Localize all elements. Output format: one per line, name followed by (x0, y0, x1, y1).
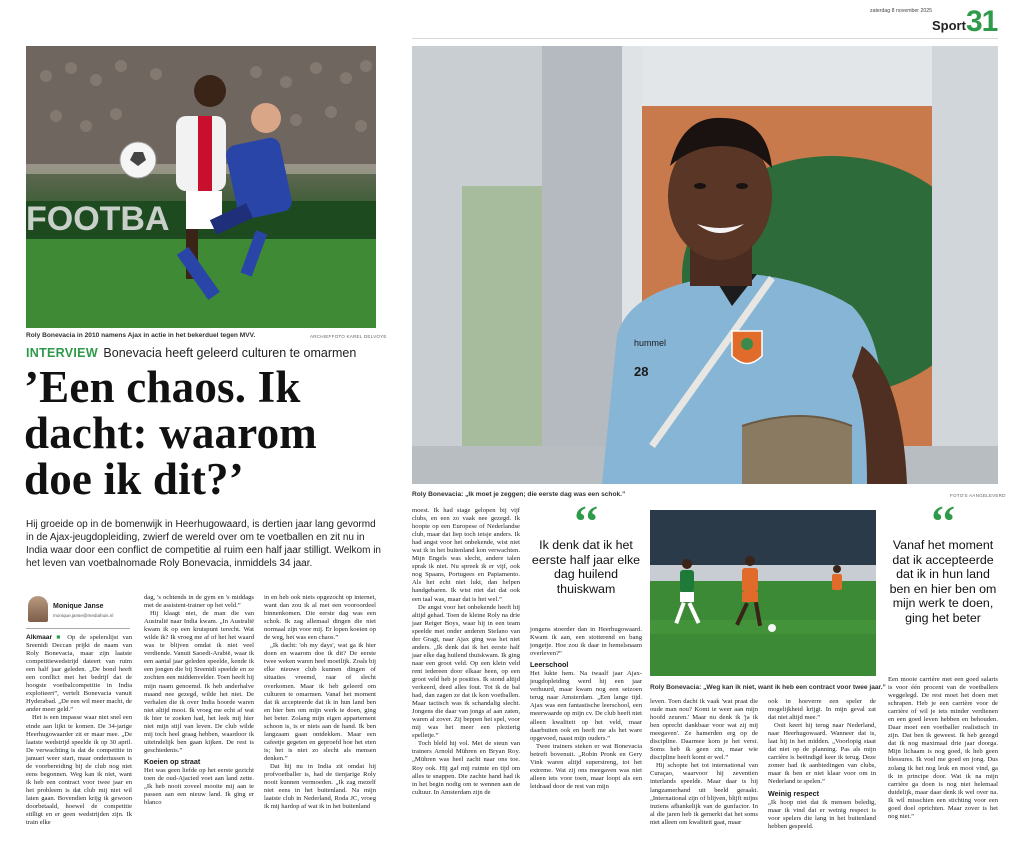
body-paragraph: Hij klaagt niet, de man die van Australië naar India kwam. „In Australië kwam ik op een kruispunt terecht. Wat wilde ik? Ik vroeg me af of het het waard was te blijven omdat ik niet veel verdiende. Vanuit Saoedi-Arabië, waar ik een aantal jaar geleden speelde, kende ik een jongen die bij Sreenidi speelde en ze zochten een middenvelder. Toen heeft hij mijn naam genoemd. Ik heb anderhalve maand nee gezegd, wilde het niet. De verhalen die ik over India hoorde waren niet altijd mooi. Ik vroeg me echt af wat ik hier te zoeken had, het leek mij hier niet mijn stijl van leven. De club wilde mij toch heel graag hebben, waardoor ik uiteindelijk ben gaan kijken. De rest is geschiedenis.” (144, 610, 254, 754)
match-photo-caption: Roly Bonevacia: „Weg kan ik niet, want ik heb een contract voor twee jaar.” (650, 684, 886, 691)
subheading-leerschool: Leerschool (530, 660, 569, 670)
archive-match-photo (26, 46, 376, 328)
body-paragraph: dag, 's ochtends in de gym en 's middags met de assistent-trainer op het veld.” (144, 594, 254, 610)
portrait-illustration (412, 46, 998, 484)
india-match-illustration (650, 510, 876, 676)
body-paragraph: Ooit keert hij terug naar Nederland, naar Heerhugowaard. Wanneer dat is, laat hij in het midden. „Voorlopig staat dat niet op de planning. Pas als mijn carrière is beëindigd keer ik terug. Deze zomer had ik aanbiedingen van clubs, maar ik ben er niet klaar voor om in Nederland te spelen.” (768, 722, 876, 786)
body-paragraph: jongens stoerder dan in Heerhugowaard. Kwam ik aan, een stotterend en bang jongetje. Hoe zou ik daar in hemelsnaam overleven?” (530, 626, 642, 658)
archive-match-illustration (26, 46, 376, 328)
body-paragraph: Op de spelerslijst van Sreenidi Deccan prijkt de naam van Roly Bonevacia, maar zijn laatste competitiewedstrijd dateert van ruim een half jaar geleden. „De bond heeft een conflict met het bedrijf dat de hoogste voetbalcompetitie in India exploiteert”, vertelt Bonevacia vanuit Hyderabad. „De een wil meer macht, de ander meer geld.” (26, 634, 133, 714)
archive-photo-credit: ARCHIEFFOTO KAREL DELVOYE (310, 334, 387, 339)
archive-photo-caption: Roly Bonevacia in 2010 namens Ajax in actie in het bekerduel tegen MVV. (26, 332, 256, 339)
body-paragraph: Het was geen liefde op het eerste gezicht toen de oud-Ajacied voet aan land zette. „Ik heb nooit zoveel mooite mij aan te passen aan een nieuw land. Ik ging er blanco (144, 766, 254, 807)
body-paragraph: Toch bleld hij vol. Met de steun van trainers Arnold Mühren en Bryan Roy. „Mühren was heel zacht naar ons toe. Roy ook. Hij gaf mij ruimte en tijd om alles te snappen. Die zachte hand had ik in het begin nodig om te wennen aan de cultuur. In Amsterdam zijn de (412, 740, 520, 796)
shirt-brand: hummel (634, 338, 667, 348)
body-paragraph: ook in hoeverre een speler de mogelijkheid krijgt. In mijn geval zat dat niet altijd mee.” (768, 698, 876, 722)
body-paragraph: Een mooie carrière met een goed salaris is voor één procent van de voetballers weggelegd. De rest moet het doen met schrapen. Heb je een carrière voor de carrière of wil je iets minder verdienen en een goed leven hebben en behouden. Daar moet een voetballer realistisch in zijn. Dat ben ik geweest. Ik heb gezegd dat ik nog maximaal drie jaar doorga. Mijn lichaam is nog goed, ik heb geen blessures. Ik voel me goed en jong. Dus zolang ik het nog leuk en mooi vind, ga ik in principe door. Wat ik na mijn carrière ga doen is nog niet helemaal duidelijk, maar daar denk ik wel over na. Ik wil misschien een stichting voor een goed doel oprichten. Maar zover is het nog niet.” (888, 676, 998, 820)
section-name: Sport (932, 18, 966, 33)
kicker-label: INTERVIEW (26, 346, 98, 360)
intro-text: Hij groeide op in de bomenwijk in Heerhugowaard, is dertien jaar lang gevormd in de Ajax-jeugdopleiding, zwierf de wereld over om te voetballen en zit nu in India waar door een conflict de competitie al ruim een half jaar stilligt. Welkom in het leven van voetbalnomade Roly Bonevacia, inmiddels 34 jaar. (26, 519, 381, 569)
body-paragraph: moest. Ik had stage gelopen bij vijf clubs, en een zo vaak nee gezegd. Ik hoopte op een Europese of Nederlandse club, maar dat liep toch ietsje anders. Ik had angst voor het onbekende, wist niet wat ik in het buitenland kon verwachten. Mijn Engels was slecht, andere talen sprak ik niet. Nu spreek ik er vijf, ook nog Spaans, Portugees en Papiamento. Als het echt niet lukt, dan helpen handgebaren. Ik wist niet dat dat ook een taal was, maar dat is het wel.” (412, 507, 520, 603)
body-column-3 (264, 594, 376, 811)
portrait-credit: FOTO'S AANGELEVERD (950, 493, 1006, 498)
body-column-6 (650, 698, 758, 827)
quote-mark-icon: ‘‘ (572, 497, 600, 546)
body-column-2 (144, 594, 254, 807)
body-paragraph: Dat hij nu in India zit omdat hij profvoetballer is, had de tienjarige Roly nooit kunnen vermoeden. „Ik zag mezelf niet eens in het buitenland. Na mijn laatste club in Nederland, Roda JC, vroeg ik mij hardop af wat ik in het buitenland (264, 762, 376, 811)
author-avatar (28, 596, 48, 622)
quote-mark-icon: ‘‘ (929, 497, 957, 546)
headline: ’Een chaos. Ik dacht: waarom doe ik dit?’ (24, 362, 317, 504)
board-lettering: FOOTBA (26, 200, 170, 238)
shirt-number: 28 (634, 364, 649, 379)
body-paragraph: Twee trainers steken er wat Bonevacia betreft bovenuit. „Robin Pronk en Gery Vink waren altijd superstreng, tot het extreme. Wat zij ons meegaven was niet alleen iets voor toen, maar loopt als een leidraad door de rest van mijn (530, 742, 642, 790)
author-email: monique.janse@mediahuis.nl (53, 613, 114, 618)
dateline: Alkmaar (26, 634, 53, 641)
body-column-7 (768, 698, 876, 831)
author-name: Monique Janse (53, 603, 104, 610)
pullquote-1-text: Ik denk dat ik het eerste half jaar elke dag huilend thuiskwam (531, 538, 641, 596)
kicker-text: Bonevacia heeft geleerd culturen te omarmen (103, 346, 357, 360)
body-column-8 (888, 676, 998, 821)
kicker-line (26, 346, 386, 360)
portrait-caption: Roly Bonevacia: „Ik moet je zeggen; die eerste dag was een schok.” (412, 491, 626, 498)
page-number: 31 (966, 5, 998, 38)
header-rule (412, 38, 998, 39)
body-paragraph: „Ik dacht: 'oh my days', wat ga ik hier doen en waarom doe ik dit? De eerste twee weken waren heel moeilijk. Zoals bij elke nieuwe club kunnen dingen of situaties vreemd, raar of slecht overkomen. Maar ik heb geleerd om culturen te omarmen. Vanaf het moment dat ik accepteerde dat ik in hun land ben en hier ben om mijn werk te doen, ging het beter. Zolang mijn eigen appartement schoon is, is er niets aan de hand. Ik ben langzaam gaan ontdekken. Maar een cafeetje gegeten en geproefd hoe het eten is; het is niet zo slecht als mensen denken.” (264, 642, 376, 762)
body-paragraph: leven. Toen dacht ik vaak 'wat praat die oude man nou? Komt ie weer aan mijn hoofd zeuren.' Maar nu denk ik 'ja ik ben oprecht dankbaar voor wat zij mij meegaven'. Ze hamerden erg op de discipline. Daarmee kom je het verst. Soms heb ik geen zin, maar wie discipline heeft komt er wel.” (650, 698, 758, 762)
subheading-koeien: Koeien op straat (144, 756, 201, 766)
issue-date: zaterdag 8 november 2025 (870, 8, 933, 14)
author-byline (26, 594, 130, 629)
body-paragraph: „Ik hoop niet dat ik mensen beledig, maar ik vind dat er weinig respect is voor spelers die lang in het buitenland hebben gespeeld. (768, 798, 876, 830)
portrait-photo (412, 46, 998, 484)
body-column-4 (412, 507, 520, 797)
pullquote-2 (888, 497, 998, 626)
subheading-weinig-respect: Weinig respect (768, 788, 819, 798)
body-column-1 (26, 634, 132, 827)
body-paragraph: in en heb ook niets opgezocht op internet, want dan zou ik al met een vooroordeel binnenkomen. Die eerste dag was een schok. Ik zag allemaal dingen die niet normaal zijn voor mij. Er lopen koeien op de weg, het was een chaos.” (264, 594, 376, 642)
dateline-marker: ■ (56, 634, 63, 641)
body-paragraph: Het is een impasse waar niet snel een einde aan lijkt te komen. De 34-jarige Heerhugowaarder zit er maar mee. „De laatste wedstrijd speelde ik op 30 april. De verwachting is dat de competitie in januari weer start, maar ondertussen is de voorbereiding bij de club nog niet eens begonnen. Weg kan ik niet, want ik heb een contract voor twee jaar en het probleem is dat club mij niet wil laten gaan. Bovendien krijg ik gewoon doorbetaald, hoewel de competitie stilligt en er geen wedstrijden zijn. Ik train elke (26, 714, 132, 827)
page-header (870, 4, 1020, 38)
pullquote-1 (530, 497, 642, 596)
body-paragraph: De angst voor het onbekende heeft hij altijd gehad. Toen de kleine Roly na drie jaar Reiger Boys, waar hij in een team speelde met onder anderen Stefano van der Gragt, naar Ajax ging was het niet anders. „Ik denk dat ik het eerste half jaar elke dag huilend thuiskwam. Ik ging naar een groot veld. Op een klein veld rent iedereen door elkaar heen, op een groot veld heb je posities. Ik stond altijd verkeerd, deed alles fout. Tot ik de bal had, dan zagen ze dat ik kon voetballen. Maar tactisch was ik schandalig slecht. Jongens die daar van jongs af aan zaten, waren al zover. Zij beppen het spel, voor mij was het meer een plezierig spelletje.” (412, 603, 520, 740)
pullquote-2-text: Vanaf het moment dat ik accepteerde dat ik in hun land ben en hier ben om mijn werk te doen, ging het beter (889, 538, 997, 625)
body-paragraph: Hij schopte het tot international van Curaçao, waarvoor hij zeventien interlands speelde. Maar daar is hij langzamerhand uit beeld geraakt. „International zijn of blijven, blijft mijns inziens afhankelijk van de gunfactor. In al die jaren heb ik gemerkt dat het soms niet alleen om kwaliteit gaat, maar (650, 762, 758, 826)
body-paragraph: Het lukte hem. Na twaalf jaar Ajax-jeugdopleiding werd hij een jaar verhuurd, maar kwam nog een seizoen terug naar Amsterdam. „Een lange tijd. Ajax was een fantastische leerschool, een meerwaarde op mijn cv. De club heeft niet alleen kwaliteit op het veld, maar daarbuiten ook en heeft me als het ware opgevoed, naast mijn ouders.” (530, 670, 642, 742)
body-column-5 (530, 626, 642, 791)
india-match-photo (650, 510, 876, 676)
